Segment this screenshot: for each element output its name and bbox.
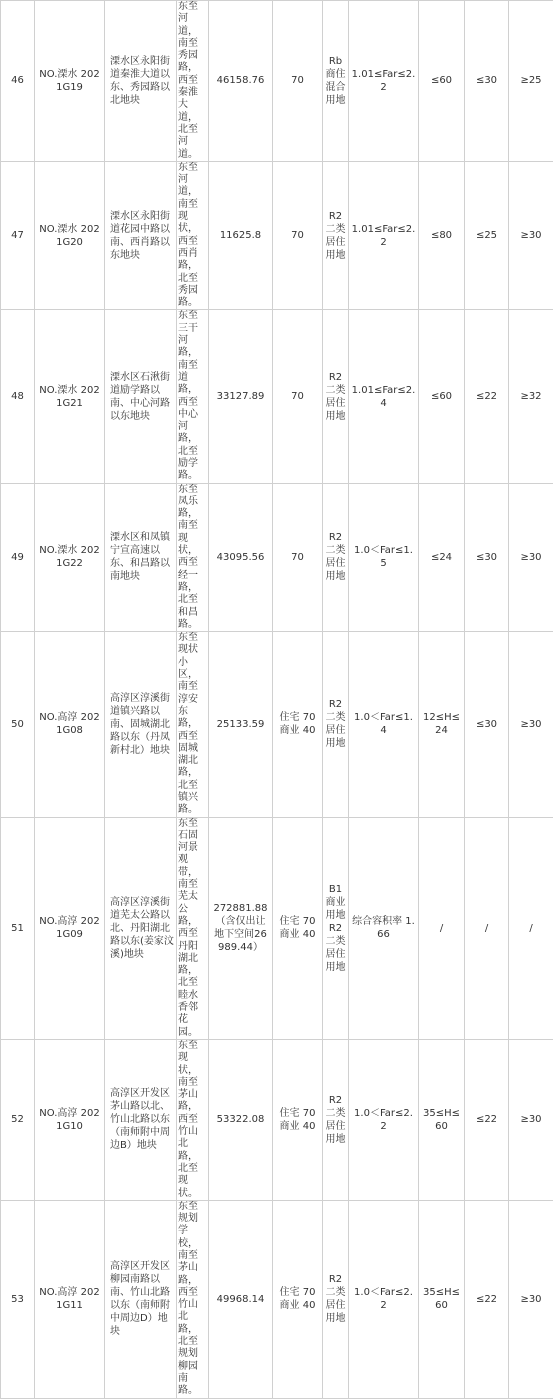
floor-area-ratio: 1.01≤Far≤2.2 xyxy=(349,1,419,162)
building-height: ≤80 xyxy=(419,161,465,310)
greening-rate: ≥30 xyxy=(509,483,553,632)
building-height: 35≤H≤60 xyxy=(419,1200,465,1398)
land-use: R2 二类居住用地 xyxy=(323,483,349,632)
plot-area: 33127.89 xyxy=(209,310,273,483)
plot-boundary: 东至河道，南至现状，西至西肖路，北至秀园路。 xyxy=(177,161,209,310)
greening-rate: ≥32 xyxy=(509,310,553,483)
row-number: 53 xyxy=(1,1200,35,1398)
building-density: ≤30 xyxy=(465,483,509,632)
lease-years: 住宅 70 商业 40 xyxy=(273,817,323,1039)
plot-area: 272881.88（含仅出让地下空间26989.44） xyxy=(209,817,273,1039)
floor-area-ratio: 1.01≤Far≤2.2 xyxy=(349,161,419,310)
table-row xyxy=(1,1039,553,1200)
floor-area-ratio: 综合容积率 1.66 xyxy=(349,817,419,1039)
table-row xyxy=(1,1200,553,1398)
land-use: R2 二类居住用地 xyxy=(323,1039,349,1200)
row-number: 48 xyxy=(1,310,35,483)
greening-rate: ≥30 xyxy=(509,161,553,310)
row-number: 49 xyxy=(1,483,35,632)
land-use: R2 二类居住用地 xyxy=(323,161,349,310)
lease-years: 70 xyxy=(273,1,323,162)
plot-area: 49968.14 xyxy=(209,1200,273,1398)
building-height: 35≤H≤60 xyxy=(419,1039,465,1200)
plot-boundary: 东至规划学校，南至茅山路，西至竹山北路，北至规划柳园南路。 xyxy=(177,1200,209,1398)
land-use: Rb 商住混合用地 xyxy=(323,1,349,162)
plot-area: 43095.56 xyxy=(209,483,273,632)
land-use: R2 二类居住用地 xyxy=(323,632,349,817)
plot-code: NO.溧水 2021G20 xyxy=(35,161,105,310)
table-row xyxy=(1,817,553,1039)
plot-boundary: 东至现状，南至茅山路，西至竹山北路，北至现状。 xyxy=(177,1039,209,1200)
plot-area: 46158.76 xyxy=(209,1,273,162)
row-number: 50 xyxy=(1,632,35,817)
plot-location: 高淳区淳溪街道芜太公路以北、丹阳湖北路以东(姜家汶溪)地块 xyxy=(105,817,177,1039)
plot-area: 53322.08 xyxy=(209,1039,273,1200)
plot-location: 高淳区淳溪街道镇兴路以南、固城湖北路以东（丹凤新村北）地块 xyxy=(105,632,177,817)
floor-area-ratio: 1.01≤Far≤2.4 xyxy=(349,310,419,483)
row-number: 52 xyxy=(1,1039,35,1200)
plot-code: NO.溧水 2021G19 xyxy=(35,1,105,162)
table-row xyxy=(1,632,553,817)
plot-location: 溧水区石湫街道励学路以南、中心河路以东地块 xyxy=(105,310,177,483)
building-density: ≤30 xyxy=(465,1,509,162)
table-row xyxy=(1,310,553,483)
greening-rate: ≥30 xyxy=(509,1039,553,1200)
land-use: R2 二类居住用地 xyxy=(323,310,349,483)
table-row xyxy=(1,1,553,162)
building-density: / xyxy=(465,817,509,1039)
floor-area-ratio: 1.0＜Far≤2.2 xyxy=(349,1200,419,1398)
lease-years: 住宅 70 商业 40 xyxy=(273,632,323,817)
plot-location: 溧水区永阳街道秦淮大道以东、秀园路以北地块 xyxy=(105,1,177,162)
plot-boundary: 东至三干河路，南至道路，西至中心河路，北至励学路。 xyxy=(177,310,209,483)
building-density: ≤22 xyxy=(465,1039,509,1200)
lease-years: 住宅 70 商业 40 xyxy=(273,1039,323,1200)
table-row xyxy=(1,161,553,310)
plot-area: 25133.59 xyxy=(209,632,273,817)
plot-location: 高淳区开发区茅山路以北、竹山北路以东（南师附中周边B）地块 xyxy=(105,1039,177,1200)
plot-code: NO.高淳 2021G09 xyxy=(35,817,105,1039)
plot-area: 11625.8 xyxy=(209,161,273,310)
plot-code: NO.溧水 2021G22 xyxy=(35,483,105,632)
floor-area-ratio: 1.0＜Far≤1.4 xyxy=(349,632,419,817)
greening-rate: / xyxy=(509,817,553,1039)
greening-rate: ≥30 xyxy=(509,1200,553,1398)
plot-boundary: 东至凤乐路，南至现状，西至经一路，北至和昌路。 xyxy=(177,483,209,632)
building-height: / xyxy=(419,817,465,1039)
plot-boundary: 东至石固河景观带，南至芜太公路，西至丹阳湖北路，北至睦水香邻花园。 xyxy=(177,817,209,1039)
building-height: 12≤H≤24 xyxy=(419,632,465,817)
row-number: 51 xyxy=(1,817,35,1039)
building-density: ≤22 xyxy=(465,1200,509,1398)
plot-boundary: 东至河道，南至秀园路，西至秦淮大道，北至河道。 xyxy=(177,1,209,162)
floor-area-ratio: 1.0＜Far≤1.5 xyxy=(349,483,419,632)
building-height: ≤24 xyxy=(419,483,465,632)
floor-area-ratio: 1.0＜Far≤2.2 xyxy=(349,1039,419,1200)
row-number: 46 xyxy=(1,1,35,162)
plot-code: NO.溧水 2021G21 xyxy=(35,310,105,483)
building-height: ≤60 xyxy=(419,1,465,162)
land-use: B1 商业用地 R2 二类居住用地 xyxy=(323,817,349,1039)
plot-code: NO.高淳 2021G10 xyxy=(35,1039,105,1200)
land-use: R2 二类居住用地 xyxy=(323,1200,349,1398)
row-number: 47 xyxy=(1,161,35,310)
building-density: ≤30 xyxy=(465,632,509,817)
lease-years: 住宅 70 商业 40 xyxy=(273,1200,323,1398)
greening-rate: ≥25 xyxy=(509,1,553,162)
lease-years: 70 xyxy=(273,483,323,632)
plot-location: 溧水区永阳街道花园中路以南、西肖路以东地块 xyxy=(105,161,177,310)
plot-code: NO.高淳 2021G11 xyxy=(35,1200,105,1398)
greening-rate: ≥30 xyxy=(509,632,553,817)
lease-years: 70 xyxy=(273,310,323,483)
lease-years: 70 xyxy=(273,161,323,310)
plot-boundary: 东至现状小区，南至淳安东路，西至固城湖北路，北至镇兴路。 xyxy=(177,632,209,817)
plot-location: 高淳区开发区柳园南路以南、竹山北路以东（南师附中周边D）地块 xyxy=(105,1200,177,1398)
plot-location: 溧水区和凤镇宁宣高速以东、和昌路以南地块 xyxy=(105,483,177,632)
plot-code: NO.高淳 2021G08 xyxy=(35,632,105,817)
building-height: ≤60 xyxy=(419,310,465,483)
building-density: ≤22 xyxy=(465,310,509,483)
table-row xyxy=(1,483,553,632)
building-density: ≤25 xyxy=(465,161,509,310)
